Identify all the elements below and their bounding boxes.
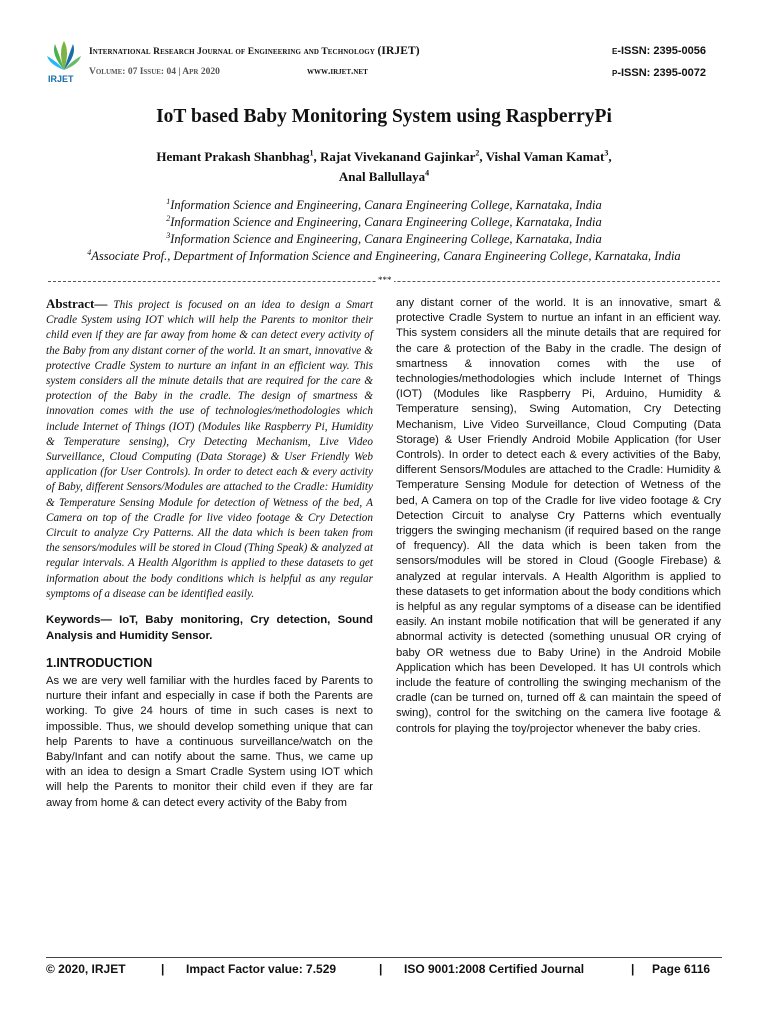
abstract-label: Abstract bbox=[46, 296, 95, 311]
footer-impact-factor: Impact Factor value: 7.529 bbox=[186, 962, 337, 976]
journal-header bbox=[0, 0, 768, 92]
author-list bbox=[60, 147, 708, 187]
author-sup: 2 bbox=[475, 148, 480, 158]
author-sup: 3 bbox=[604, 148, 609, 158]
affiliation-text: Information Science and Engineering, Canara Engineering College, Karnataka, India bbox=[170, 215, 602, 229]
e-issn: e-ISSN: 2395-0056 bbox=[612, 45, 706, 57]
affiliation-sup: 2 bbox=[166, 213, 171, 223]
footer-iso: ISO 9001:2008 Certified Journal bbox=[404, 962, 585, 976]
footer-sep: | bbox=[379, 962, 383, 976]
abstract-text: This project is focused on an idea to design a Smart Cradle System using IOT which will help the Parents to monitor their child even if they are far away from home & can detect every activity of the Baby from any distant corner of the world. It an smart, innovative & protective Cradle System to nurture an infant in an efficient way. This system considers all the minute details that are required for the care & protection of the Baby in the cradle. The design of smartness & innovation comes with the use of technologies/methodologies which include Internet of Things (IOT) (Modules like Raspberry Pi, Humidity & Temperature sensing), Cry Detecting Mechanism, Live Video Surveillance, Cloud Computing (Data Storage) & User Friendly Web application (for User Controls). In order to detect each & every activity of Baby, different Sensors/Modules are attached to the Cradle: Humidity & Temperature Sensing Module for detection of Wetness of the bed, A Camera on top of the Cradle for live video footage & Cry Detection Circuit to analyze Cry Patterns. All the data which is been taken from the sensors/modules will be stored in Cloud (Thing Speak) & analyzed at regular intervals. A Health Algorithm is applied to these datasets to get information about the body conditions which is helpful as any regular symptoms of a disease can be identified easily. bbox=[46, 299, 374, 600]
author-name: Rajat Vivekanand Gajinkar bbox=[320, 149, 476, 164]
section-heading: 1.INTRODUCTION bbox=[46, 656, 153, 671]
footer-sep: | bbox=[161, 962, 165, 976]
paper-title: IoT based Baby Monitoring System using RaspberryPi bbox=[156, 106, 612, 127]
affiliation-sup: 3 bbox=[166, 230, 171, 240]
volume-info: Volume: 07 Issue: 04 | Apr 2020 bbox=[89, 67, 220, 77]
affiliation bbox=[60, 231, 708, 248]
journal-website: www.irjet.net bbox=[307, 67, 368, 77]
logo-text: IRJET bbox=[48, 74, 74, 84]
keywords: Keywords— IoT, Baby monitoring, Cry detection, Sound Analysis and Humidity Sensor. bbox=[46, 614, 373, 643]
right-column bbox=[396, 296, 721, 737]
abstract-dash: — bbox=[94, 296, 114, 311]
intro-paragraph-left: As we are very well familiar with the hurdles faced by Parents to nurture their infant and especially in case if both the Parents are working. To give 24 hours of time in such cases is next to impossible. Thus, we should develop something unique that can help Parents to have a continuous surveillance/watch on the Baby/Infant and can notify about the same. Thus, we came up with an idea to design a Smart Cradle System using IOT which will help the Parents to monitor their child even if they are far away from home & can detect every activity of the Baby from bbox=[46, 675, 373, 809]
affiliation-sup: 4 bbox=[87, 247, 92, 257]
affiliation-text: Associate Prof., Department of Information Science and Engineering, Canara Engineering College, Karnataka, India bbox=[91, 249, 681, 263]
author-sep: , bbox=[608, 149, 612, 164]
journal-abbr: (IRJET) bbox=[377, 45, 420, 57]
footer-page-number: Page 6116 bbox=[652, 962, 711, 976]
left-column bbox=[46, 296, 373, 811]
author-sup: 1 bbox=[309, 148, 314, 158]
affiliation-text: Information Science and Engineering, Canara Engineering College, Karnataka, India bbox=[170, 198, 602, 212]
affiliation bbox=[60, 214, 708, 231]
divider-stars: *** bbox=[378, 275, 392, 285]
author-name: Anal Ballullaya bbox=[338, 169, 426, 184]
author-sup: 4 bbox=[425, 168, 430, 178]
author-name: Vishal Vaman Kamat bbox=[485, 149, 605, 164]
author-sep: , bbox=[313, 149, 321, 164]
p-issn: p-ISSN: 2395-0072 bbox=[612, 67, 706, 79]
abstract bbox=[46, 296, 373, 602]
author-sep: , bbox=[479, 149, 486, 164]
intro-paragraph-right: any distant corner of the world. It is an innovative, smart & protective Cradle System to nurtue an infant in an efficient way. This system considers all the minute details that are required for the care & protection of the Baby in the cradle. The design of smartness & innovation comes with the use of technologies/methodologies which include Internet of Things (IOT) (Modules like Raspberry Pi, Arduino, Humidity & Temperature sensing), Swing Automation, Cry Detecting Mechanism, Live Video Surveillance, Cloud Computing (Data Storage) & User Friendly Android Mobile Application (for User Controls). In order to detect each & every activities of the Baby, different Sensors/Modules are attached to the Cradle: Humidity & Temperature Sensing Module for detection of Wetness of the bed, A Camera on top of the Cradle for live video footage & Cry Detection Circuit to analyse Cry Patterns which eventually triggers the swinging mechanism (if required based on the range of frequency). All the data which is been taken from the sensors/modules will be stored in Cloud (Google Firebase) & analyzed at regular intervals. A Health Algorithm is applied to these datasets to get information about the body conditions which is helpful as any regular symptoms of a disease can be identified easily. An instant mobile notification that will be generated if any abnormal activity is detected (something unusual OR crying of baby OR wetness due to Baby Urine) in the Android Mobile Application which has been Developed. It has UI controls which include the feature of controlling the swinging mechanism of the cradle (can be turned on, turned off & can maintain the speed of swing), control for the switching on the camera live footage & controls for playing the toy/projector whenever the baby cries. bbox=[396, 297, 721, 735]
journal-name bbox=[89, 45, 420, 57]
affiliation bbox=[60, 248, 708, 265]
footer-copyright: © 2020, IRJET bbox=[46, 962, 126, 976]
footer-divider bbox=[46, 957, 722, 958]
footer-sep: | bbox=[631, 962, 635, 976]
author-name: Hemant Prakash Shanbhag bbox=[156, 149, 310, 164]
affiliation-text: Information Science and Engineering, Canara Engineering College, Karnataka, India bbox=[170, 232, 602, 246]
affiliation-sup: 1 bbox=[166, 196, 171, 206]
journal-name-text: International Research Journal of Engineering and Technology bbox=[89, 47, 375, 57]
affiliation-list bbox=[60, 197, 708, 265]
affiliation bbox=[60, 197, 708, 214]
